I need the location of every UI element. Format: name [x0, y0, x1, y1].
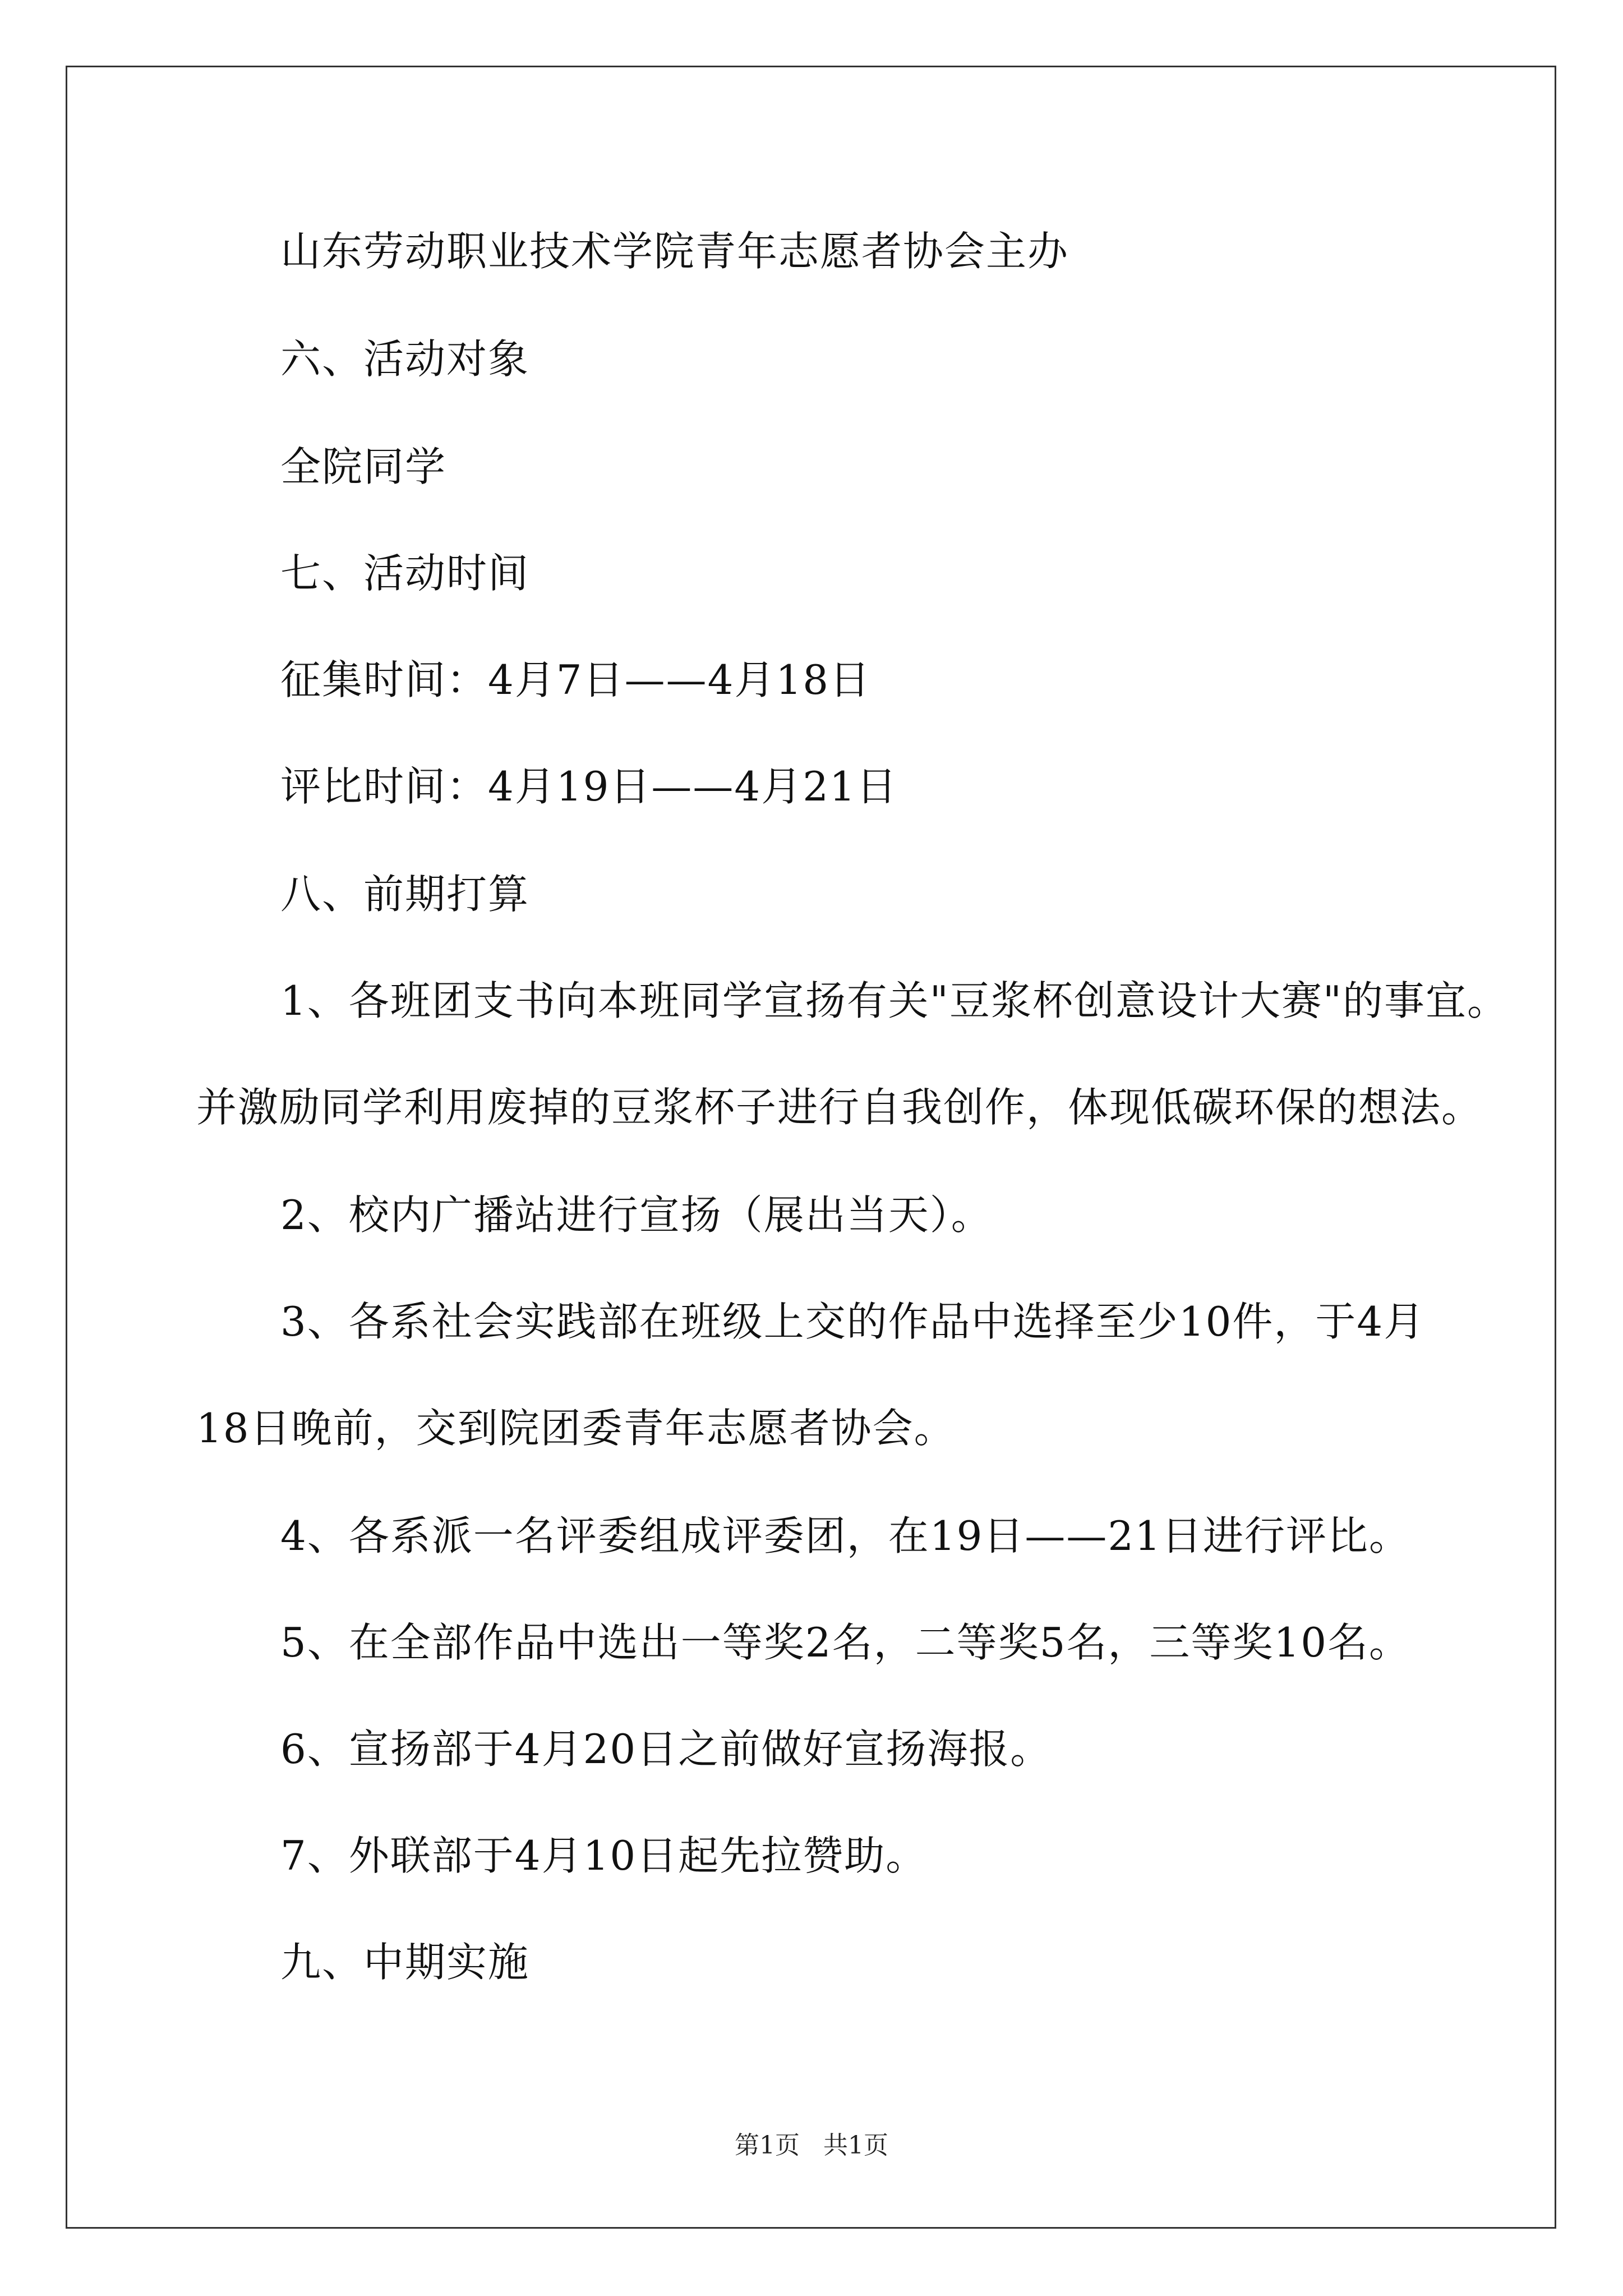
item-3-line-2: 18日晚前，交到院团委青年志愿者协会。: [196, 1405, 956, 1452]
item-1-line-1: 1、各班团支书向本班同学宣扬有关"豆浆杯创意设计大赛"的事宜。: [280, 977, 1509, 1024]
collection-time-line: 征集时间：4月7日——4月18日: [280, 656, 872, 703]
page-number-footer: 第1页 共1页: [735, 2131, 888, 2160]
participants-line: 全院同学: [280, 443, 447, 490]
item-6-line: 6、宣扬部于4月20日之前做好宣扬海报。: [280, 1726, 1052, 1773]
item-2-line: 2、校内广播站进行宣扬（展出当天）。: [280, 1191, 993, 1239]
item-1-line-2: 并激励同学利用废掉的豆浆杯子进行自我创作，体现低碳环保的想法。: [196, 1084, 1483, 1131]
section-heading-7: 七、活动时间: [280, 550, 530, 597]
page-border: [66, 66, 1556, 2229]
item-3-line-1: 3、各系社会实践部在班级上交的作品中选择至少10件，于4月: [280, 1298, 1426, 1345]
judging-time-line: 评比时间：4月19日——4月21日: [280, 763, 898, 810]
section-heading-9: 九、中期实施: [280, 1939, 530, 1986]
item-5-line: 5、在全部作品中选出一等奖2名，二等奖5名，三等奖10名。: [280, 1619, 1411, 1666]
section-heading-8: 八、前期打算: [280, 871, 530, 918]
item-7-line: 7、外联部于4月10日起先拉赞助。: [280, 1832, 928, 1879]
section-heading-6: 六、活动对象: [280, 335, 530, 383]
organizer-line: 山东劳动职业技术学院青年志愿者协会主办: [280, 228, 1069, 275]
item-4-line: 4、各系派一名评委组成评委团，在19日——21日进行评比。: [280, 1512, 1411, 1559]
